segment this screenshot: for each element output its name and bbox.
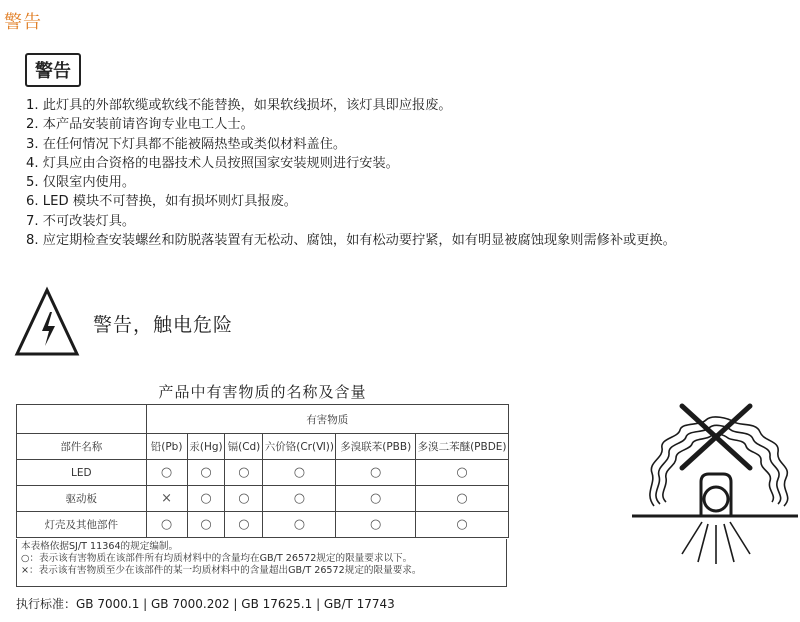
table-header-cell: 镉(Cd) (225, 434, 263, 460)
table-cell: ○ (336, 486, 416, 512)
list-item: 4. 灯具应由合资格的电器技术人员按照国家安装规则进行安装。 (26, 155, 399, 171)
table-header-cell: 铅(Pb) (146, 434, 187, 460)
table-cell: ○ (416, 460, 509, 486)
warning-list (26, 96, 676, 250)
standards-line: 执行标准：GB 7000.1 | GB 7000.202 | GB 17625.1 | GB/T 17743 (16, 597, 395, 611)
hazardous-substances-table (16, 404, 509, 538)
table-cell: ○ (146, 460, 187, 486)
list-item: 7. 不可改装灯具。 (26, 213, 136, 229)
table-header-cell: 多溴联苯(PBB) (336, 434, 416, 460)
table-group-header: 有害物质 (146, 405, 508, 434)
table-cell: ○ (336, 512, 416, 538)
list-item: 5. 仅限室内使用。 (26, 175, 136, 191)
table-cell: ○ (263, 460, 336, 486)
table-cell-part: 驱动板 (17, 486, 147, 512)
table-cell: ○ (263, 486, 336, 512)
list-item: 1. 此灯具的外部软缆或软线不能替换，如果软线损坏，该灯具即应报废。 (26, 98, 452, 113)
table-header-empty (17, 405, 147, 434)
table-row (17, 512, 509, 538)
electric-shock-warning-icon (14, 286, 80, 362)
warning-label-box: 警告 (25, 53, 81, 87)
table-cell: ○ (146, 512, 187, 538)
table-note: ×：表示该有害物质至少在该部件的某一均质材料中的含量超出GB/T 26572规定的限量要求。 (21, 565, 422, 576)
table-cell: ○ (416, 512, 509, 538)
table-header-part: 部件名称 (17, 434, 147, 460)
table-cell: ○ (187, 512, 225, 538)
hazard-warning-text: 警告，触电危险 (93, 314, 234, 336)
table-cell-part: 灯壳及其他部件 (17, 512, 147, 538)
table-header-cell: 汞(Hg) (187, 434, 225, 460)
list-item: 3. 在任何情况下灯具都不能被隔热垫或类似材料盖住。 (26, 136, 347, 152)
table-row (17, 460, 509, 486)
table-cell: ○ (225, 460, 263, 486)
list-item: 2. 本产品安装前请咨询专业电工人士。 (26, 117, 254, 133)
table-cell: ○ (187, 486, 225, 512)
table-header-cell: 六价铬(Cr(Ⅵ)) (263, 434, 336, 460)
table-header-cell: 多溴二苯醚(PBDE) (416, 434, 509, 460)
list-item: 8. 应定期检查安装螺丝和防脱落装置有无松动、腐蚀，如有松动要拧紧，如有明显被腐蚀现象则需修补或更换。 (26, 233, 676, 249)
table-title: 产品中有害物质的名称及含量 (158, 383, 367, 401)
list-item: 6. LED 模块不可替换，如有损坏则灯具报废。 (26, 194, 297, 210)
table-cell: ○ (225, 486, 263, 512)
table-cell: ○ (225, 512, 263, 538)
table-note: ○：表示该有害物质在该部件所有均质材料中的含量均在GB/T 26572规定的限量要求以下。 (21, 553, 413, 564)
table-cell: ○ (336, 460, 416, 486)
no-thermal-insulation-cover-icon (630, 398, 800, 572)
table-cell: ○ (263, 512, 336, 538)
table-cell: ○ (416, 486, 509, 512)
table-note: 本表格依据SJ/T 11364的规定编制。 (21, 541, 179, 552)
table-notes (16, 539, 507, 587)
table-cell-part: LED (17, 460, 147, 486)
table-row (17, 486, 509, 512)
table-cell: × (146, 486, 187, 512)
table-cell: ○ (187, 460, 225, 486)
page-title: 警告 (4, 12, 42, 33)
